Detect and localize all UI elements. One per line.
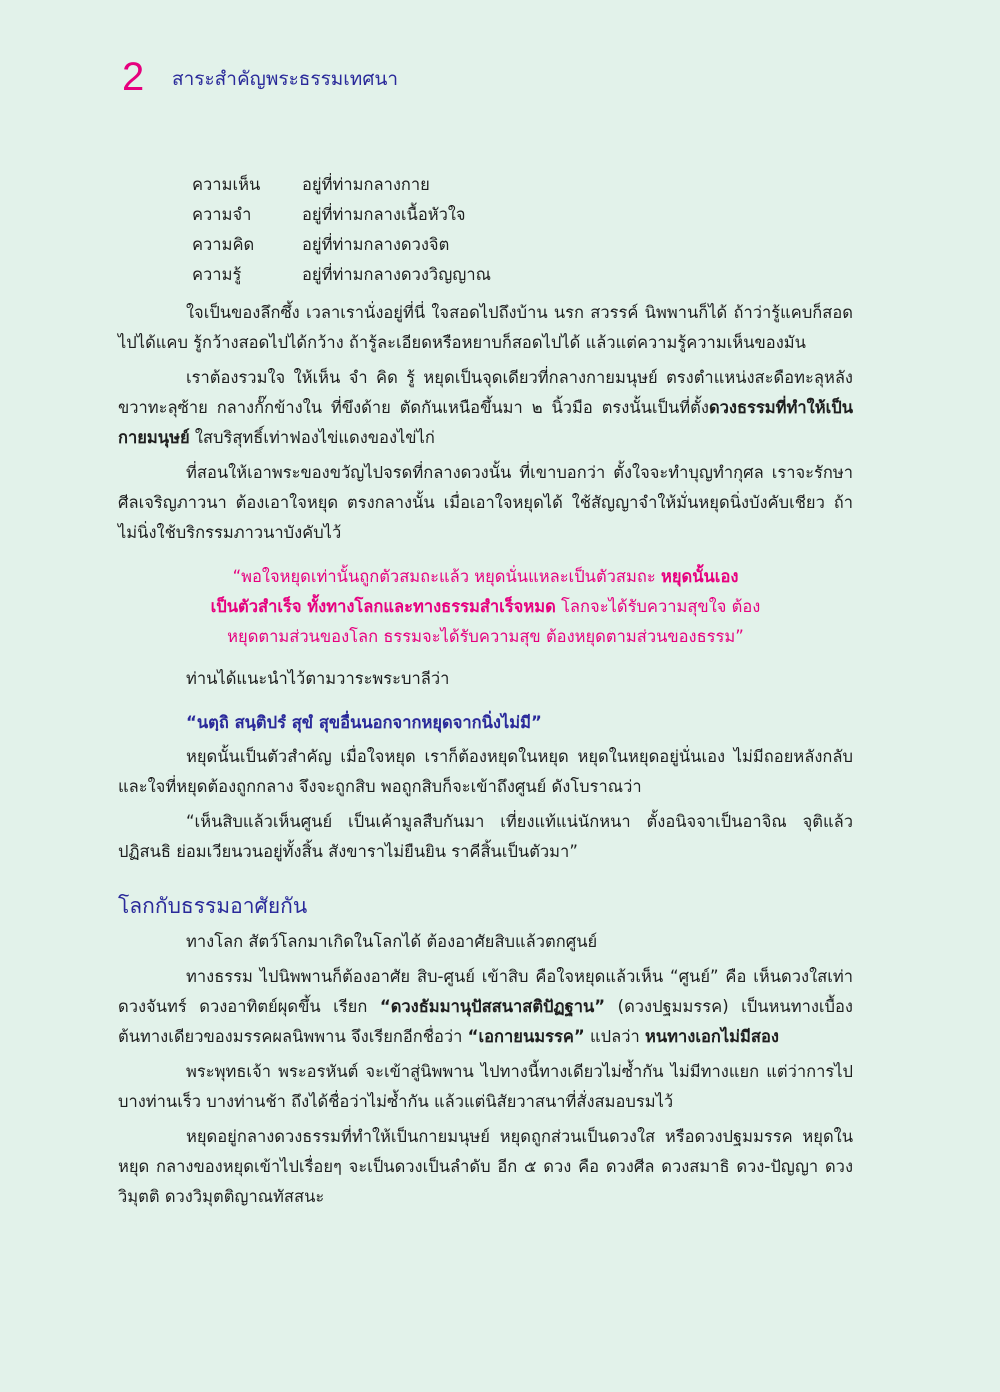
paragraph-text: ทางธรรม ไปนิพพานก็ต้องอาศัย สิบ-ศูนย์ เข้าสิบ คือใจหยุดแล้วเห็น “ศูนย์” คือ เห็นดวงใสเท่าดวงจันทร์ ดวงอาทิตย์ผุดขึ้น เรียก bbox=[118, 967, 853, 1016]
page-number: 2 bbox=[122, 55, 145, 99]
pali-quote: “นตฺถิ สนฺติปรํ สุขํ สุขอื่นนอกจากหยุดจากนิ่งไม่มี” bbox=[186, 713, 542, 732]
definition-term: ความเห็น bbox=[192, 175, 261, 194]
definition-list bbox=[192, 170, 853, 290]
quote-bold: หยุดนั้นเอง bbox=[660, 567, 739, 586]
paragraph: หยุดนั้นเป็นตัวสำคัญ เมื่อใจหยุด เราก็ต้องหยุดในหยุด หยุดในหยุดอยู่นั่นเอง ไม่มีถอยหลังกลับ และใจที่หยุดต้องถูกกลาง จึงจะถูกสิบ พอถูกสิบก็จะเข้าถึงศูนย์ ดังโบราณว่า bbox=[118, 747, 853, 796]
paragraph: “เห็นสิบแล้วเห็นศูนย์ เป็นเค้ามูลสืบกันมา เที่ยงแท้แน่นักหนา ตั้งอนิจจาเป็นอาจิณ จุติแล้วปฏิสนธิ ย่อมเวียนวนอยู่ทั้งสิ้น สังขาราไม่ยืนยิน ราคีสิ้นเป็นตัวมา” bbox=[118, 812, 853, 861]
definition-term: ความรู้ bbox=[192, 265, 242, 284]
definition-term: ความคิด bbox=[192, 235, 255, 254]
definition-desc: อยู่ที่ท่ามกลางดวงจิต bbox=[302, 235, 450, 254]
paragraph: ทางโลก สัตว์โลกมาเกิดในโลกได้ ต้องอาศัยสิบแล้วตกศูนย์ bbox=[186, 932, 598, 951]
quote-line: หยุดตามส่วนของโลก ธรรมจะได้รับความสุข ต้องหยุดตามส่วนของธรรม” bbox=[227, 627, 744, 646]
bold-phrase: “เอกายนมรรค” bbox=[467, 1027, 585, 1046]
paragraph-text: เราต้องรวมใจ ให้เห็น จำ คิด รู้ หยุดเป็นจุดเดียวที่กลางกายมนุษย์ ตรงตำแหน่งสะดือทะลุหลัง ขวาทะลุซ้าย กลางกั๊กข้างใน ที่ขึงด้าย ตัดกันเหนือขึ้นมา ๒ นิ้วมือ ตรงนั้นเป็นที่ตั้ง bbox=[118, 368, 853, 417]
definition-row bbox=[192, 230, 853, 260]
definition-term: ความจำ bbox=[192, 205, 252, 224]
bold-phrase: ดวงธรรมที่ทำให้เป็นกายมนุษย์ bbox=[118, 398, 853, 447]
paragraph: พระพุทธเจ้า พระอรหันต์ จะเข้าสู่นิพพาน ไปทางนี้ทางเดียวไม่ซ้ำกัน ไม่มีทางแยก แต่ว่าการไปบางท่านเร็ว บางท่านช้า ถึงได้ชื่อว่าไม่ซ้ำกัน แล้วแต่นิสัยวาสนาที่สั่งสมอบรมไว้ bbox=[118, 1062, 853, 1111]
definition-row bbox=[192, 170, 853, 200]
paragraph bbox=[118, 962, 853, 1052]
highlight-quote bbox=[118, 562, 853, 652]
quote-line bbox=[118, 562, 853, 592]
page-content bbox=[118, 170, 853, 1217]
definition-row bbox=[192, 200, 853, 230]
definition-row bbox=[192, 260, 853, 290]
bold-phrase: หนทางเอกไม่มีสอง bbox=[644, 1027, 779, 1046]
definition-desc: อยู่ที่ท่ามกลางดวงวิญญาณ bbox=[302, 265, 491, 284]
paragraph: ที่สอนให้เอาพระของขวัญไปจรดที่กลางดวงนั้น ที่เขาบอกว่า ตั้งใจจะทำบุญทำกุศล เราจะรักษา ศีลเจริญภาวนา ต้องเอาใจหยุด ตรงกลางนั้น เมื่อเอาใจหยุดได้ ใช้สัญญาจำให้มั่นหยุดนิ่งบังคับเชียว ถ้าไม่นิ่งใช้บริกรรมภาวนาบังคับไว้ bbox=[118, 463, 853, 542]
section-heading: โลกกับธรรมอาศัยกัน bbox=[118, 894, 308, 918]
paragraph bbox=[118, 363, 853, 453]
paragraph-text: (ดวงปฐมมรรค) เป็นหนทางเบื้องต้นทางเดียวของมรรคผลนิพพาน จึงเรียกอีกชื่อว่า bbox=[118, 997, 853, 1046]
definition-desc: อยู่ที่ท่ามกลางเนื้อหัวใจ bbox=[302, 205, 466, 224]
paragraph: ท่านได้แนะนำไว้ตามวาระพระบาลีว่า bbox=[186, 669, 450, 688]
running-title: สาระสำคัญพระธรรมเทศนา bbox=[172, 68, 399, 90]
quote-line bbox=[118, 592, 853, 622]
paragraph-text: ใสบริสุทธิ์เท่าฟองไข่แดงของไข่ไก่ bbox=[189, 428, 435, 447]
quote-text: “พอใจหยุดเท่านั้นถูกตัวสมถะแล้ว หยุดนั่นแหละเป็นตัวสมถะ bbox=[232, 567, 661, 586]
bold-phrase: “ดวงธัมมานุปัสสนาสติปัฏฐาน” bbox=[379, 997, 606, 1016]
quote-text: โลกจะได้รับความสุขใจ ต้อง bbox=[555, 597, 761, 616]
paragraph: ใจเป็นของลึกซึ้ง เวลาเรานั่งอยู่ที่นี่ ใจสอดไปถึงบ้าน นรก สวรรค์ นิพพานก็ได้ ถ้าว่ารู้แคบก็สอดไปได้แคบ รู้กว้างสอดไปได้กว้าง ถ้ารู้ละเอียดหรือหยาบก็สอดไปได้ แล้วแต่ความรู้ความเห็นของมัน bbox=[118, 303, 853, 352]
definition-desc: อยู่ที่ท่ามกลางกาย bbox=[302, 175, 430, 194]
paragraph-text: แปลว่า bbox=[584, 1027, 645, 1046]
paragraph: หยุดอยู่กลางดวงธรรมที่ทำให้เป็นกายมนุษย์ หยุดถูกส่วนเป็นดวงใส หรือดวงปฐมมรรค หยุดในหยุด กลางของหยุดเข้าไปเรื่อยๆ จะเป็นดวงเป็นลำดับ อีก ๕ ดวง คือ ดวงศีล ดวงสมาธิ ดวง-ปัญญา ดวงวิมุตติ ดวงวิมุตติญาณทัสสนะ bbox=[118, 1127, 853, 1206]
quote-bold: เป็นตัวสำเร็จ ทั้งทางโลกและทางธรรมสำเร็จหมด bbox=[210, 597, 556, 616]
